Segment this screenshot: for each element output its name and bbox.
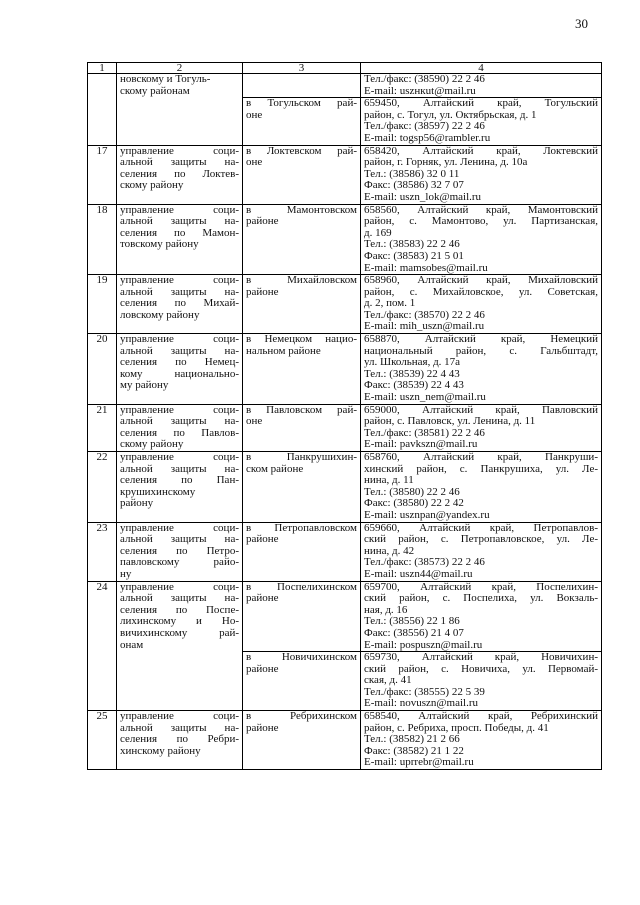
contact-info-cell bbox=[361, 98, 602, 145]
text-line: селения по Немец- bbox=[120, 356, 239, 369]
text-line: E-mail: uszнкut@mail.ru bbox=[364, 84, 476, 97]
text-line: селения по Мамон- bbox=[120, 226, 239, 239]
text-line: району bbox=[120, 497, 154, 510]
table-row bbox=[88, 334, 602, 405]
text-line: район, с. Ребриха, просп. Победы, д. 41 bbox=[364, 721, 549, 734]
text-line: районе bbox=[246, 662, 279, 675]
text-line: нина, д. 42 bbox=[364, 544, 415, 557]
row-number: 22 bbox=[88, 452, 117, 523]
authority-name-cell bbox=[117, 204, 243, 275]
text-line: оне bbox=[246, 415, 263, 428]
text-line: Тел./факс: (38597) 22 2 46 bbox=[364, 120, 485, 133]
text-line: управление соци- bbox=[120, 274, 239, 287]
text-line: ском районе bbox=[246, 462, 304, 475]
district-cell bbox=[243, 404, 361, 451]
text-line: Факс: (38586) 32 7 07 bbox=[364, 179, 464, 192]
row-number: 19 bbox=[88, 275, 117, 334]
text-line: альной защиты на- bbox=[120, 285, 239, 298]
text-line: Факс: (38582) 21 1 22 bbox=[364, 744, 464, 757]
district-cell bbox=[243, 711, 361, 770]
text-line: 659450, Алтайский край, Тогульский bbox=[364, 97, 598, 110]
text-line: ская, д. 41 bbox=[364, 674, 412, 687]
text-line: лихинскому и Но- bbox=[120, 615, 239, 628]
table-row bbox=[88, 204, 602, 275]
authority-name-cell bbox=[117, 74, 243, 146]
text-line: 658540, Алтайский край, Ребрихинский bbox=[364, 710, 598, 723]
text-line: хинскому району bbox=[120, 744, 201, 757]
text-line: район, с. Павловск, ул. Ленина, д. 11 bbox=[364, 415, 536, 428]
row-number: 17 bbox=[88, 145, 117, 204]
authority-name-cell bbox=[117, 334, 243, 405]
contact-info-cell bbox=[361, 522, 602, 581]
text-line: 659700, Алтайский край, Поспелихин- bbox=[364, 580, 598, 593]
text-line: ский район, с. Петропавловское, ул. Ле- bbox=[364, 533, 598, 546]
contact-info-cell bbox=[361, 334, 602, 405]
text-line: Факс: (38539) 22 4 43 bbox=[364, 379, 464, 392]
text-line: селения по Пан- bbox=[120, 474, 239, 487]
text-line: д. 2, пом. 1 bbox=[364, 297, 416, 310]
word: Петропавловском bbox=[274, 521, 357, 534]
word: в bbox=[246, 521, 252, 534]
text-line: селения по Михай- bbox=[120, 297, 239, 310]
authority-name-cell bbox=[117, 404, 243, 451]
word: в bbox=[246, 203, 252, 216]
word: в bbox=[246, 580, 252, 593]
text-line: 658760, Алтайский край, Панкруши- bbox=[364, 451, 598, 463]
contact-info-cell bbox=[361, 711, 602, 770]
text-line: в Панкрушихин- bbox=[246, 451, 357, 463]
table-row bbox=[88, 275, 602, 334]
column-header: 1 bbox=[88, 63, 117, 74]
district-cell bbox=[243, 581, 361, 652]
district-cell bbox=[243, 275, 361, 334]
text-line: д. 169 bbox=[364, 226, 392, 239]
text-line: Тел./факс: (38581) 22 2 46 bbox=[364, 426, 485, 439]
text-line: в Тогульском рай- bbox=[246, 97, 357, 110]
table-row bbox=[88, 711, 602, 770]
district-cell bbox=[243, 652, 361, 711]
table-row bbox=[88, 404, 602, 451]
text-line: в Немецком нацио- bbox=[246, 333, 357, 346]
contact-info-cell bbox=[361, 652, 602, 711]
text-line: национальный район, с. Гальбштадт, bbox=[364, 344, 598, 357]
contact-info-cell bbox=[361, 452, 602, 523]
text-line: нина, д. 11 bbox=[364, 474, 414, 487]
social-protection-offices-table bbox=[87, 62, 602, 770]
text-line: альной защиты на- bbox=[120, 533, 239, 546]
text-line: E-mail: uprrebr@mail.ru bbox=[364, 756, 474, 769]
text-line: Факс: (38583) 21 5 01 bbox=[364, 249, 464, 262]
column-header: 3 bbox=[243, 63, 361, 74]
text-line: оне bbox=[246, 108, 263, 121]
text-line: 658420, Алтайский край, Локтевский bbox=[364, 144, 598, 157]
text-line: район, с. Тогул, ул. Октябрьская, д. 1 bbox=[364, 108, 537, 121]
contact-info-cell bbox=[361, 145, 602, 204]
row-number: 23 bbox=[88, 522, 117, 581]
text-line: районе bbox=[246, 533, 279, 546]
text-line: альной защиты на- bbox=[120, 721, 239, 734]
text-line: E-mail: pospuszn@mail.ru bbox=[364, 638, 483, 651]
row-number: 24 bbox=[88, 581, 117, 711]
table-header-row bbox=[88, 63, 602, 74]
contact-info-cell bbox=[361, 275, 602, 334]
text-line: Тел./факс: (38590) 22 2 46 bbox=[364, 73, 485, 85]
contact-info-cell bbox=[361, 404, 602, 451]
text-line: альной защиты на- bbox=[120, 344, 239, 357]
text-line: альной защиты на- bbox=[120, 415, 239, 428]
authority-name-cell bbox=[117, 581, 243, 711]
text-line: управление соци- bbox=[120, 710, 239, 723]
word: Михайловском bbox=[287, 274, 357, 287]
text-line: крушихинскому bbox=[120, 485, 196, 498]
text-line: нальном районе bbox=[246, 344, 321, 357]
authority-name-cell bbox=[117, 275, 243, 334]
text-line: оне bbox=[246, 156, 263, 169]
text-line: альной защиты на- bbox=[120, 592, 239, 605]
text-line: онам bbox=[120, 638, 144, 651]
text-line: Тел.: (38582) 21 2 66 bbox=[364, 733, 460, 746]
text-line bbox=[246, 711, 357, 723]
text-line: селения по Локтев- bbox=[120, 167, 239, 180]
text-line: E-mail: pavkszn@mail.ru bbox=[364, 438, 478, 451]
text-line: управление соци- bbox=[120, 203, 239, 216]
row-number: 25 bbox=[88, 711, 117, 770]
text-line: Тел./факс: (38555) 22 5 39 bbox=[364, 685, 485, 698]
authority-name-cell bbox=[117, 452, 243, 523]
text-line: управление соци- bbox=[120, 521, 239, 534]
text-line: управление соци- bbox=[120, 451, 239, 463]
table-row bbox=[88, 581, 602, 652]
authority-name-cell bbox=[117, 522, 243, 581]
text-line: управление соци- bbox=[120, 580, 239, 593]
text-line: Тел.: (38583) 22 2 46 bbox=[364, 238, 460, 251]
authority-name-cell bbox=[117, 711, 243, 770]
word: в bbox=[246, 274, 252, 287]
text-line: ловскому району bbox=[120, 308, 200, 321]
text-line: районе bbox=[246, 285, 279, 298]
word: в bbox=[246, 710, 252, 723]
text-line: E-mail: usznpan@yandex.ru bbox=[364, 508, 490, 521]
text-line: ский район, с. Поспелиха, ул. Вокзаль- bbox=[364, 592, 598, 605]
row-number: 18 bbox=[88, 204, 117, 275]
district-cell bbox=[243, 204, 361, 275]
page-number: 30 bbox=[575, 16, 588, 31]
contact-info-cell bbox=[361, 204, 602, 275]
word: в bbox=[246, 651, 252, 664]
text-line: районе bbox=[246, 592, 279, 605]
text-line: E-mail: mamsobes@mail.ru bbox=[364, 261, 488, 274]
text-line: товскому району bbox=[120, 238, 199, 251]
column-header: 2 bbox=[117, 63, 243, 74]
text-line: район, с. Михайловское, ул. Советская, bbox=[364, 285, 598, 298]
row-number: 21 bbox=[88, 404, 117, 451]
district-cell bbox=[243, 74, 361, 98]
word: Мамонтовском bbox=[286, 203, 357, 216]
table-row bbox=[88, 145, 602, 204]
text-line: Тел.: (38539) 22 4 43 bbox=[364, 367, 460, 380]
text-line: 659660, Алтайский край, Петропавлов- bbox=[364, 521, 598, 534]
text-line: скому районам bbox=[120, 84, 190, 97]
text-line: Тел.: (38586) 32 0 11 bbox=[364, 167, 460, 180]
text-line: управление соци- bbox=[120, 403, 239, 416]
table-row bbox=[88, 522, 602, 581]
text-line: новскому и Тогуль- bbox=[120, 73, 211, 85]
text-line: селения по Ребри- bbox=[120, 733, 239, 746]
text-line: хинский район, с. Панкрушиха, ул. Ле- bbox=[364, 462, 598, 475]
text-line: в Павловском рай- bbox=[246, 403, 357, 416]
text-line: Тел./факс: (38573) 22 2 46 bbox=[364, 556, 485, 569]
authority-name-cell bbox=[117, 145, 243, 204]
text-line: павловскому райо- bbox=[120, 556, 239, 569]
district-cell bbox=[243, 145, 361, 204]
word: Ребрихинском bbox=[289, 710, 357, 723]
text-line: управление соци- bbox=[120, 144, 239, 157]
table-row bbox=[88, 74, 602, 98]
text-line: 659730, Алтайский край, Новичихин- bbox=[364, 651, 598, 664]
text-line: селения по Павлов- bbox=[120, 426, 239, 439]
text-line: E-mail: mih_uszn@mail.ru bbox=[364, 320, 485, 333]
table-row bbox=[88, 452, 602, 523]
text-line: район, г. Горняк, ул. Ленина, д. 10а bbox=[364, 156, 528, 169]
word: Новичихинском bbox=[281, 651, 357, 664]
district-cell bbox=[243, 334, 361, 405]
text-line: Факс: (38556) 21 4 07 bbox=[364, 626, 464, 639]
text-line: управление соци- bbox=[120, 333, 239, 346]
text-line: E-mail: uszn_nem@mail.ru bbox=[364, 391, 486, 404]
text-line: скому району bbox=[120, 179, 184, 192]
text-line: ул. Школьная, д. 17а bbox=[364, 356, 461, 369]
text-line bbox=[246, 275, 357, 287]
text-line: E-mail: novuszn@mail.ru bbox=[364, 697, 478, 710]
district-cell bbox=[243, 452, 361, 523]
text-line: Тел.: (38580) 22 2 46 bbox=[364, 485, 460, 498]
text-line: альной защиты на- bbox=[120, 462, 239, 475]
column-header: 4 bbox=[361, 63, 602, 74]
text-line: районе bbox=[246, 215, 279, 228]
text-line: 658560, Алтайский край, Мамонтовский bbox=[364, 203, 598, 216]
text-line: вичихинскому рай- bbox=[120, 626, 239, 639]
text-line: E-mail: uszn_lok@mail.ru bbox=[364, 190, 482, 203]
contact-info-cell bbox=[361, 74, 602, 98]
text-line: скому району bbox=[120, 438, 184, 451]
text-line bbox=[246, 652, 357, 664]
text-line: Факс: (38580) 22 2 42 bbox=[364, 497, 464, 510]
text-line: селения по Петро- bbox=[120, 544, 239, 557]
text-line: ная, д. 16 bbox=[364, 603, 408, 616]
text-line: в Локтевском рай- bbox=[246, 144, 357, 157]
text-line: селения по Поспе- bbox=[120, 603, 239, 616]
district-cell bbox=[243, 522, 361, 581]
text-line: E-mail: uszn44@mail.ru bbox=[364, 567, 473, 580]
text-line: му району bbox=[120, 379, 169, 392]
contact-info-cell bbox=[361, 581, 602, 652]
text-line: Тел./факс: (38570) 22 2 46 bbox=[364, 308, 485, 321]
text-line: альной защиты на- bbox=[120, 215, 239, 228]
text-line: ский район, с. Новичиха, ул. Первомай- bbox=[364, 662, 598, 675]
text-line: 658870, Алтайский край, Немецкий bbox=[364, 333, 598, 346]
row-number bbox=[88, 74, 117, 146]
text-line: 659000, Алтайский край, Павловский bbox=[364, 403, 598, 416]
text-line: районе bbox=[246, 721, 279, 734]
text-line: кому национально- bbox=[120, 367, 239, 380]
text-line: ну bbox=[120, 567, 132, 580]
text-line: Тел.: (38556) 22 1 86 bbox=[364, 615, 460, 628]
district-cell bbox=[243, 98, 361, 145]
row-number: 20 bbox=[88, 334, 117, 405]
text-line: 658960, Алтайский край, Михайловский bbox=[364, 274, 598, 287]
text-line: альной защиты на- bbox=[120, 156, 239, 169]
text-line: район, с. Мамонтово, ул. Партизанская, bbox=[364, 215, 598, 228]
word: Поспелихинском bbox=[277, 580, 357, 593]
text-line: E-mail: togsp56@rambler.ru bbox=[364, 131, 491, 144]
